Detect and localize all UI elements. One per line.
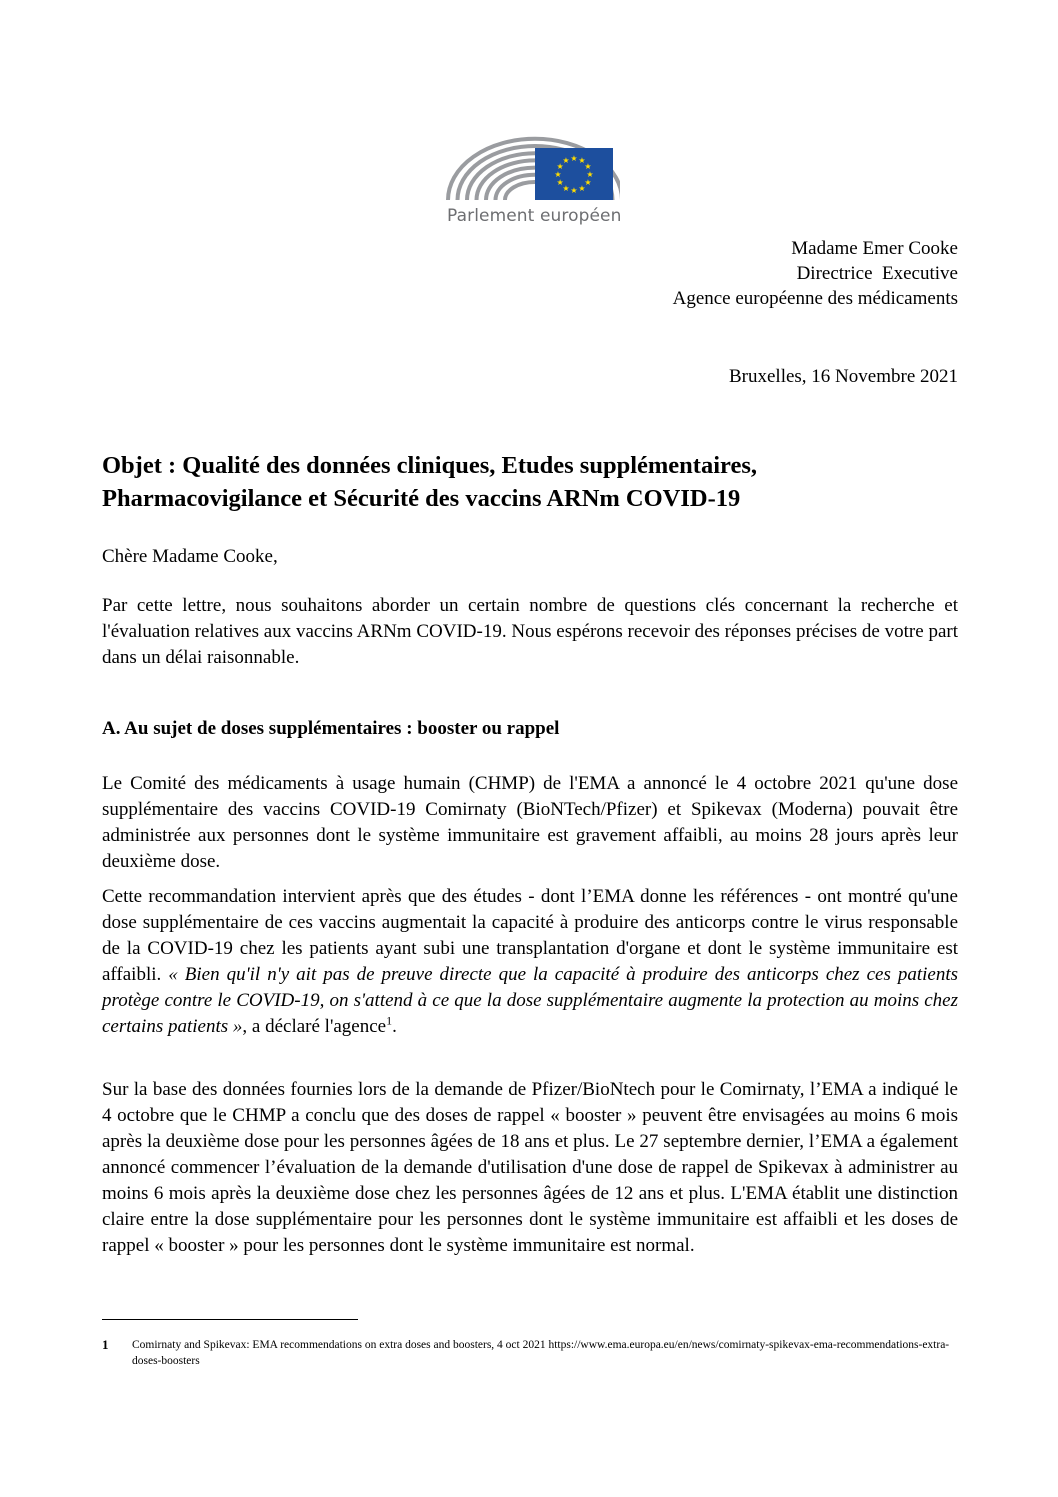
ema-quote: « Bien qu'il n'y ait pas de preuve directe que la capacité à produire des anticorps chez ces patients protège contre le COVID-19, on s'attend à ce que la dose supplémentaire augmente la protection au moins chez certains patients » xyxy=(102,964,958,1037)
addressee-title: Directrice Executive xyxy=(796,263,958,284)
addressee-agency: Agence européenne des médicaments xyxy=(672,288,958,309)
svg-text:★: ★ xyxy=(562,156,570,166)
subject-line-1: Objet : Qualité des données cliniques, Etudes supplémentaires, xyxy=(102,452,757,479)
logo-caption: Parlement européen xyxy=(447,206,622,226)
footnote-text: Comirnaty and Spikevax: EMA recommendations on extra doses and boosters, 4 oct 2021 https://www.ema.europa.eu/en/news/comirnaty-spikevax-ema-recommendations-extra-doses-boosters xyxy=(132,1339,950,1367)
paragraph-2-period: . xyxy=(392,1016,397,1037)
svg-text:★: ★ xyxy=(578,156,586,166)
section-a-paragraph-3: Sur la base des données fournies lors de la demande de Pfizer/BioNtech pour le Comirnaty, l’EMA a indiqué le 4 octobre que le CHMP a conclu que des doses de rappel « booster » peuvent être envisagées au moins 6 mois après la deuxième dose pour les personnes âgées de 18 ans et plus. Le 27 septembre dernier, l’EMA a également annoncé commencer l’évaluation de la demande d'utilisation d'une dose de rappel de Spikevax à administrer au moins 6 mois après la deuxième dose chez les personnes âgées de 12 ans et plus. L'EMA établit une distinction claire entre la dose supplémentaire pour les personnes dont le système immunitaire est affaibli et les doses de rappel « booster » pour les personnes dont le système immunitaire est normal. xyxy=(102,1079,958,1256)
svg-text:★: ★ xyxy=(584,162,592,171)
svg-text:★: ★ xyxy=(570,154,578,163)
paragraph-2-text: Cette recommandation intervient après que des études - dont l’EMA donne les références - ont montré qu'une dose supplémentaire de ces vaccins augmentait la capacité à produire des anticorps contre le virus responsable de la COVID-19 chez les patients ayant subi une transplantation d'organe et dont le système immunitaire est affaibli. xyxy=(102,886,958,985)
section-a-heading: A. Au sujet de doses supplémentaires : booster ou rappel xyxy=(102,718,560,739)
footnote-divider xyxy=(102,1319,358,1320)
svg-text:★: ★ xyxy=(556,162,564,171)
footnote-reference[interactable]: 1 xyxy=(386,1013,393,1028)
paragraph-2-attribution: , a déclaré l'agence xyxy=(242,1016,387,1037)
subject-line-2: Pharmacovigilance et Sécurité des vaccins ARNm COVID-19 xyxy=(102,485,741,512)
section-a-paragraph-2 xyxy=(102,884,958,1040)
subject-heading xyxy=(102,449,962,515)
svg-text:★: ★ xyxy=(562,183,570,193)
salutation: Chère Madame Cooke, xyxy=(102,546,278,567)
intro-paragraph: Par cette lettre, nous souhaitons aborder un certain nombre de questions clés concernant la recherche et l'évaluation relatives aux vaccins ARNm COVID-19. Nous espérons recevoir des réponses précises de votre part dans un délai raisonnable. xyxy=(102,595,958,668)
svg-text:★: ★ xyxy=(584,178,592,187)
section-a-paragraph-1: Le Comité des médicaments à usage humain (CHMP) de l'EMA a annoncé le 4 octobre 2021 qu'une dose supplémentaire des vaccins COVID-19 Comirnaty (BioNTech/Pfizer) et Spikevax (Moderna) pouvait être administrée aux personnes dont le système immunitaire est gravement affaibli, au moins 28 jours après leur deuxième dose. xyxy=(102,773,958,872)
svg-text:★: ★ xyxy=(586,170,594,179)
svg-text:★: ★ xyxy=(554,170,562,179)
letter-date: Bruxelles, 16 Novembre 2021 xyxy=(728,366,958,387)
addressee-block xyxy=(673,236,958,311)
addressee-name: Madame Emer Cooke xyxy=(791,238,958,259)
svg-text:★: ★ xyxy=(578,183,586,193)
footnote-number: 1 xyxy=(102,1337,109,1352)
svg-text:★: ★ xyxy=(570,186,578,195)
svg-text:★: ★ xyxy=(556,178,564,187)
hemicycle-flag-icon xyxy=(440,108,620,208)
